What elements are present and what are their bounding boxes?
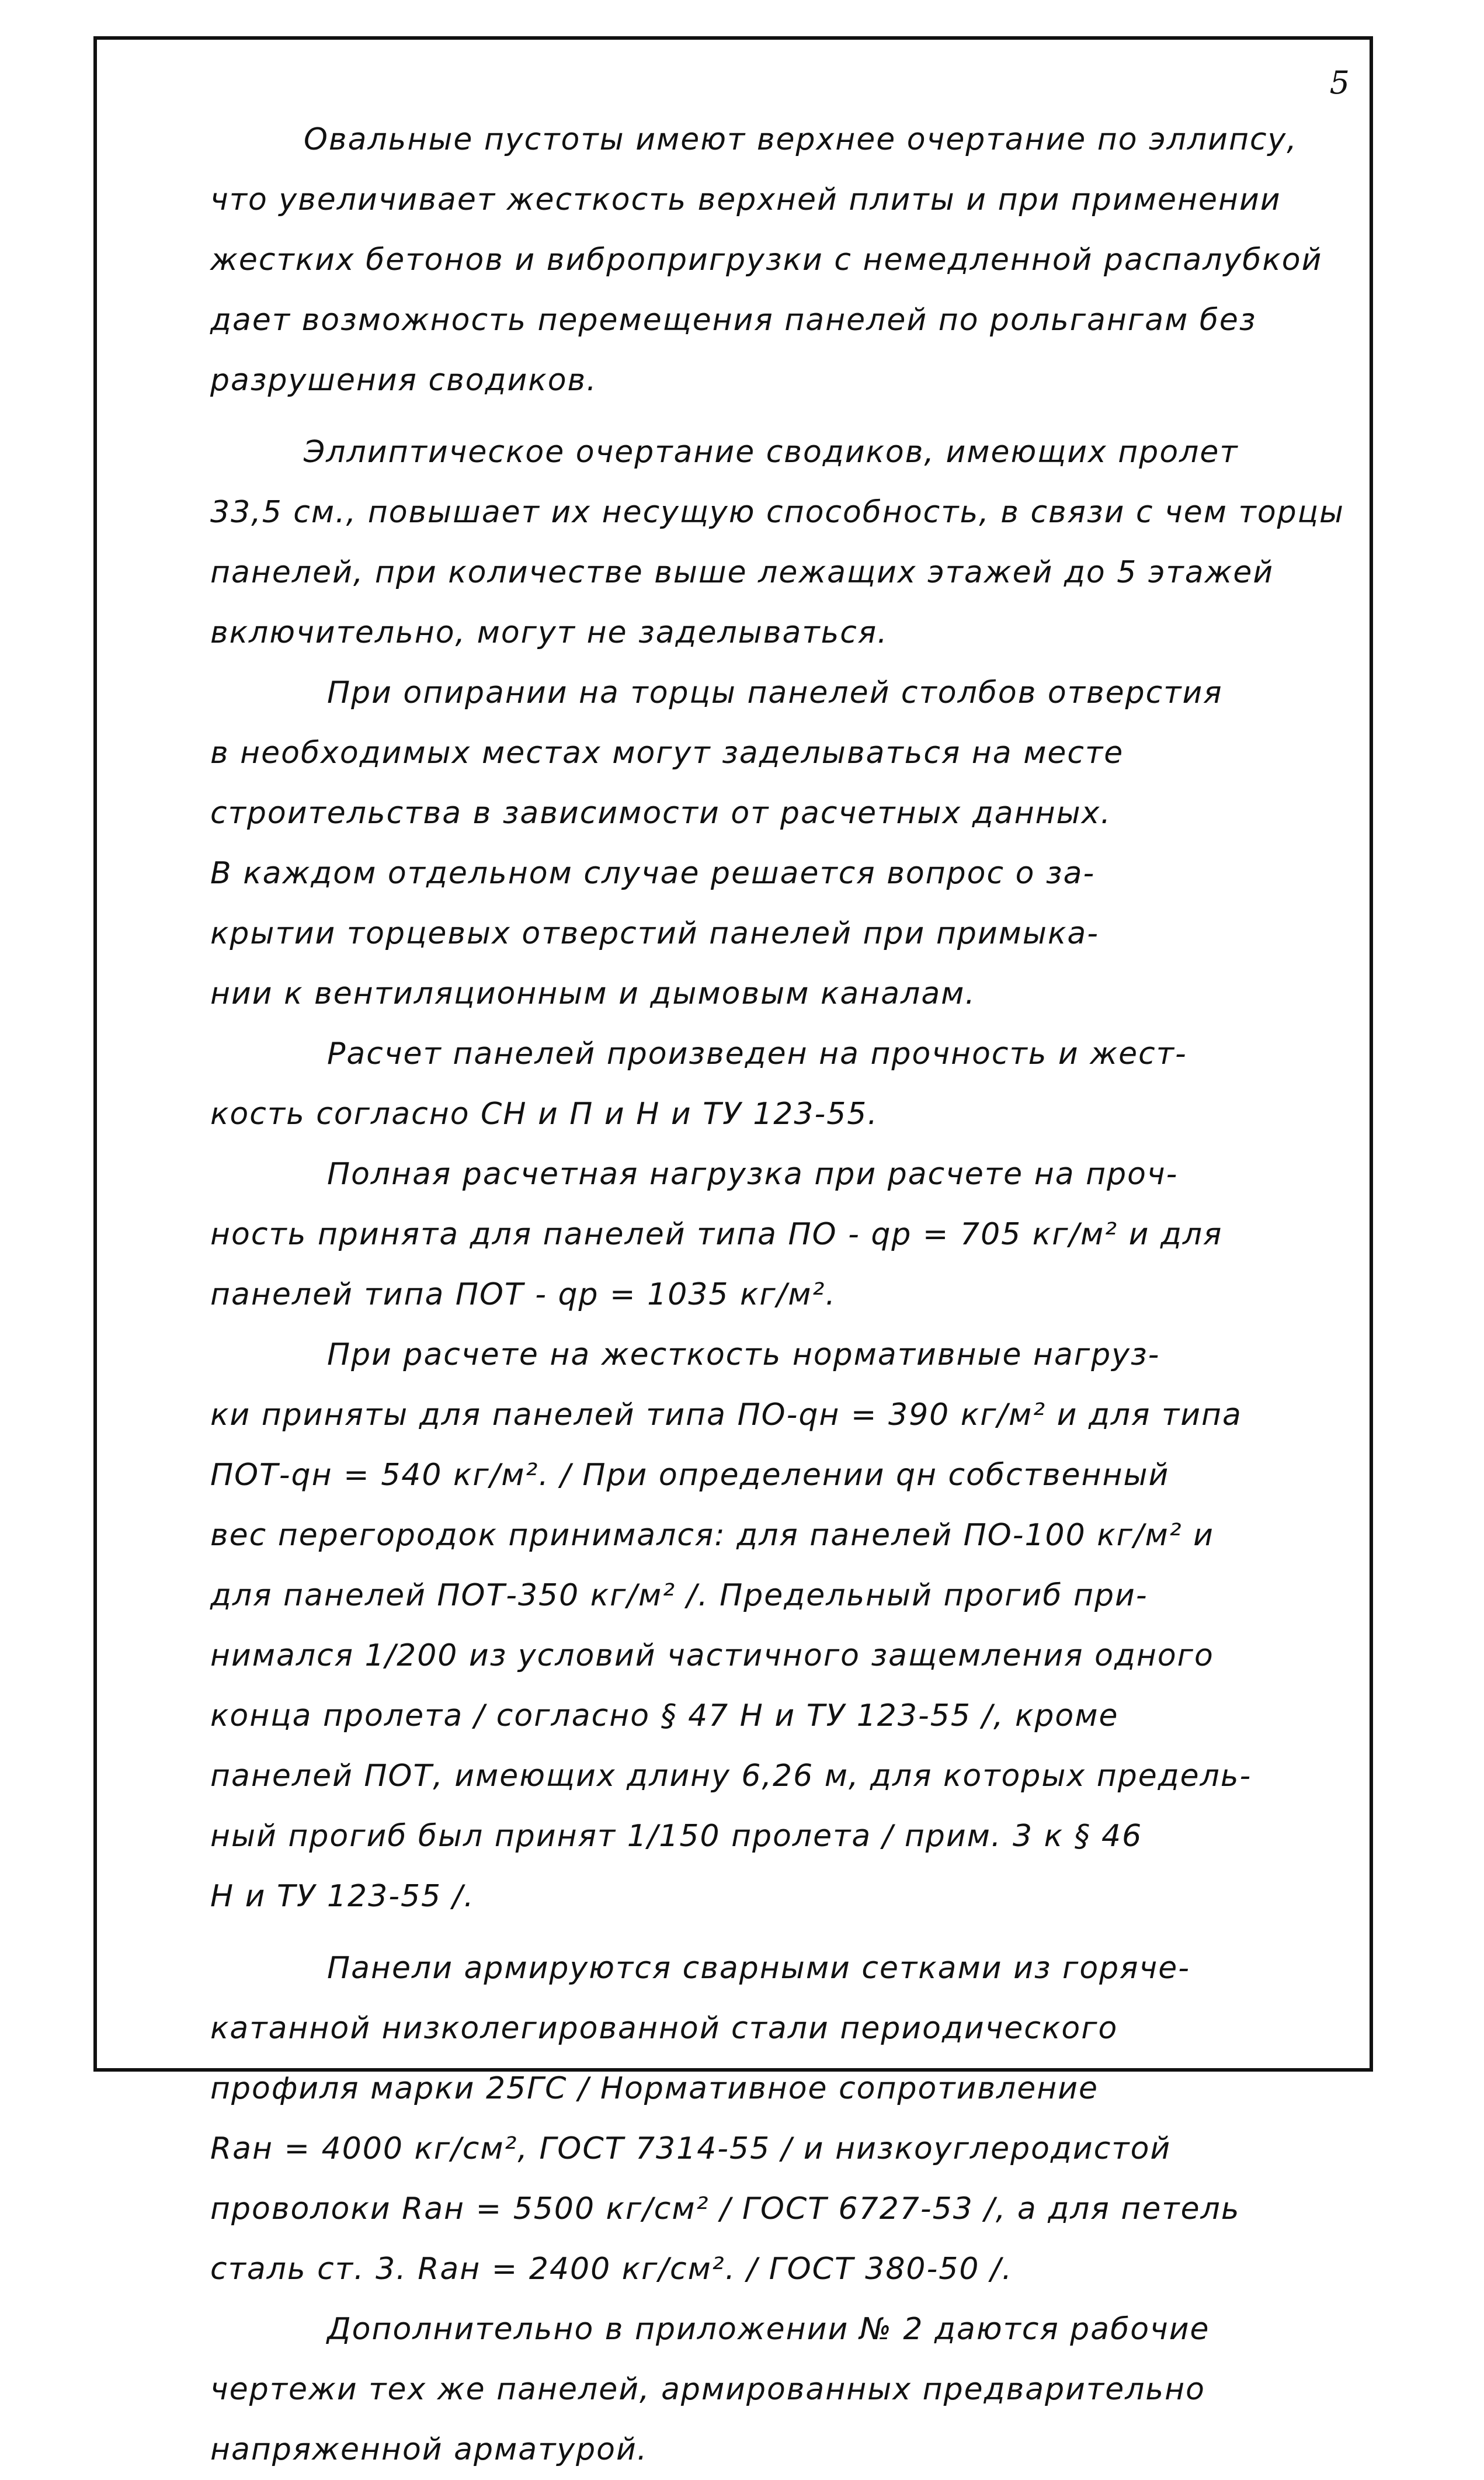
text-line: разрушения сводиков. [210,363,597,398]
text-line: ПОТ-qн = 540 кг/м². / При определении qн собственный [210,1458,1170,1493]
text-line: вес перегородок принимался: для панелей ПО-100 кг/м² и [210,1518,1214,1553]
text-line: сталь ст. 3. Rан = 2400 кг/см². / ГОСТ 380-50 /. [210,2252,1013,2287]
text-line: проволоки Rан = 5500 кг/см² / ГОСТ 6727-53 /, а для петель [210,2191,1240,2226]
text-line: 33,5 см., повышает их несущую способность, в связи с чем торцы [210,495,1345,530]
text-line: катанной низколегированной стали периодического [210,2011,1118,2046]
text-line: нимался 1/200 из условий частичного защемления одного [210,1638,1214,1673]
text-line: Расчет панелей произведен на прочность и жест- [327,1036,1187,1071]
text-line: для панелей ПОТ-350 кг/м² /. Предельный прогиб при- [210,1578,1148,1613]
page-number: 5 [1329,64,1350,101]
text-line: Н и ТУ 123-55 /. [210,1879,475,1914]
text-line: При опирании на торцы панелей столбов отверстия [327,675,1223,710]
text-line: в необходимых местах могут заделываться на месте [210,736,1124,771]
text-line: Rан = 4000 кг/см², ГОСТ 7314-55 / и низкоуглеродистой [210,2131,1172,2166]
text-line: ки приняты для панелей типа ПО-qн = 390 кг/м² и для типа [210,1397,1242,1432]
text-line: дает возможность перемещения панелей по рольгангам без [210,303,1257,338]
text-line: что увеличивает жесткость верхней плиты и при применении [210,182,1281,217]
text-line: Дополнительно в приложении № 2 даются рабочие [327,2312,1210,2347]
handwritten-text-body [210,110,1349,2480]
text-line: строительства в зависимости от расчетных данных. [210,796,1111,831]
text-line: нии к вентиляционным и дымовым каналам. [210,976,976,1011]
text-line: Панели армируются сварными сетками из горяче- [327,1951,1190,1986]
text-line: ный прогиб был принят 1/150 пролета / прим. 3 к § 46 [210,1819,1143,1854]
text-line: жестких бетонов и вибропригрузки с немедленной распалубкой [210,242,1323,278]
text-line: ность принята для панелей типа ПО - qр = 705 кг/м² и для [210,1217,1223,1252]
text-line: напряженной арматурой. [210,2432,648,2467]
text-line: чертежи тех же панелей, армированных предварительно [210,2372,1205,2407]
text-line: Полная расчетная нагрузка при расчете на проч- [327,1157,1179,1192]
text-line: Овальные пустоты имеют верхнее очертание по эллипсу, [304,122,1298,157]
text-line: панелей типа ПОТ - qр = 1035 кг/м². [210,1277,836,1312]
text-line: профиля марки 25ГС / Нормативное сопротивление [210,2071,1099,2106]
text-line: включительно, могут не заделываться. [210,615,888,650]
text-line: При расчете на жесткость нормативные нагруз- [327,1337,1160,1372]
text-line: панелей, при количестве выше лежащих этажей до 5 этажей [210,555,1274,590]
text-line: крытии торцевых отверстий панелей при примыка- [210,916,1099,951]
text-line: Эллиптическое очертание сводиков, имеющих пролет [304,435,1239,470]
text-line: В каждом отдельном случае решается вопрос о за- [210,856,1096,891]
text-line: конца пролета / согласно § 47 Н и ТУ 123-55 /, кроме [210,1698,1119,1733]
text-line: панелей ПОТ, имеющих длину 6,26 м, для которых предель- [210,1758,1252,1794]
text-line: кость согласно СН и П и Н и ТУ 123-55. [210,1097,878,1132]
